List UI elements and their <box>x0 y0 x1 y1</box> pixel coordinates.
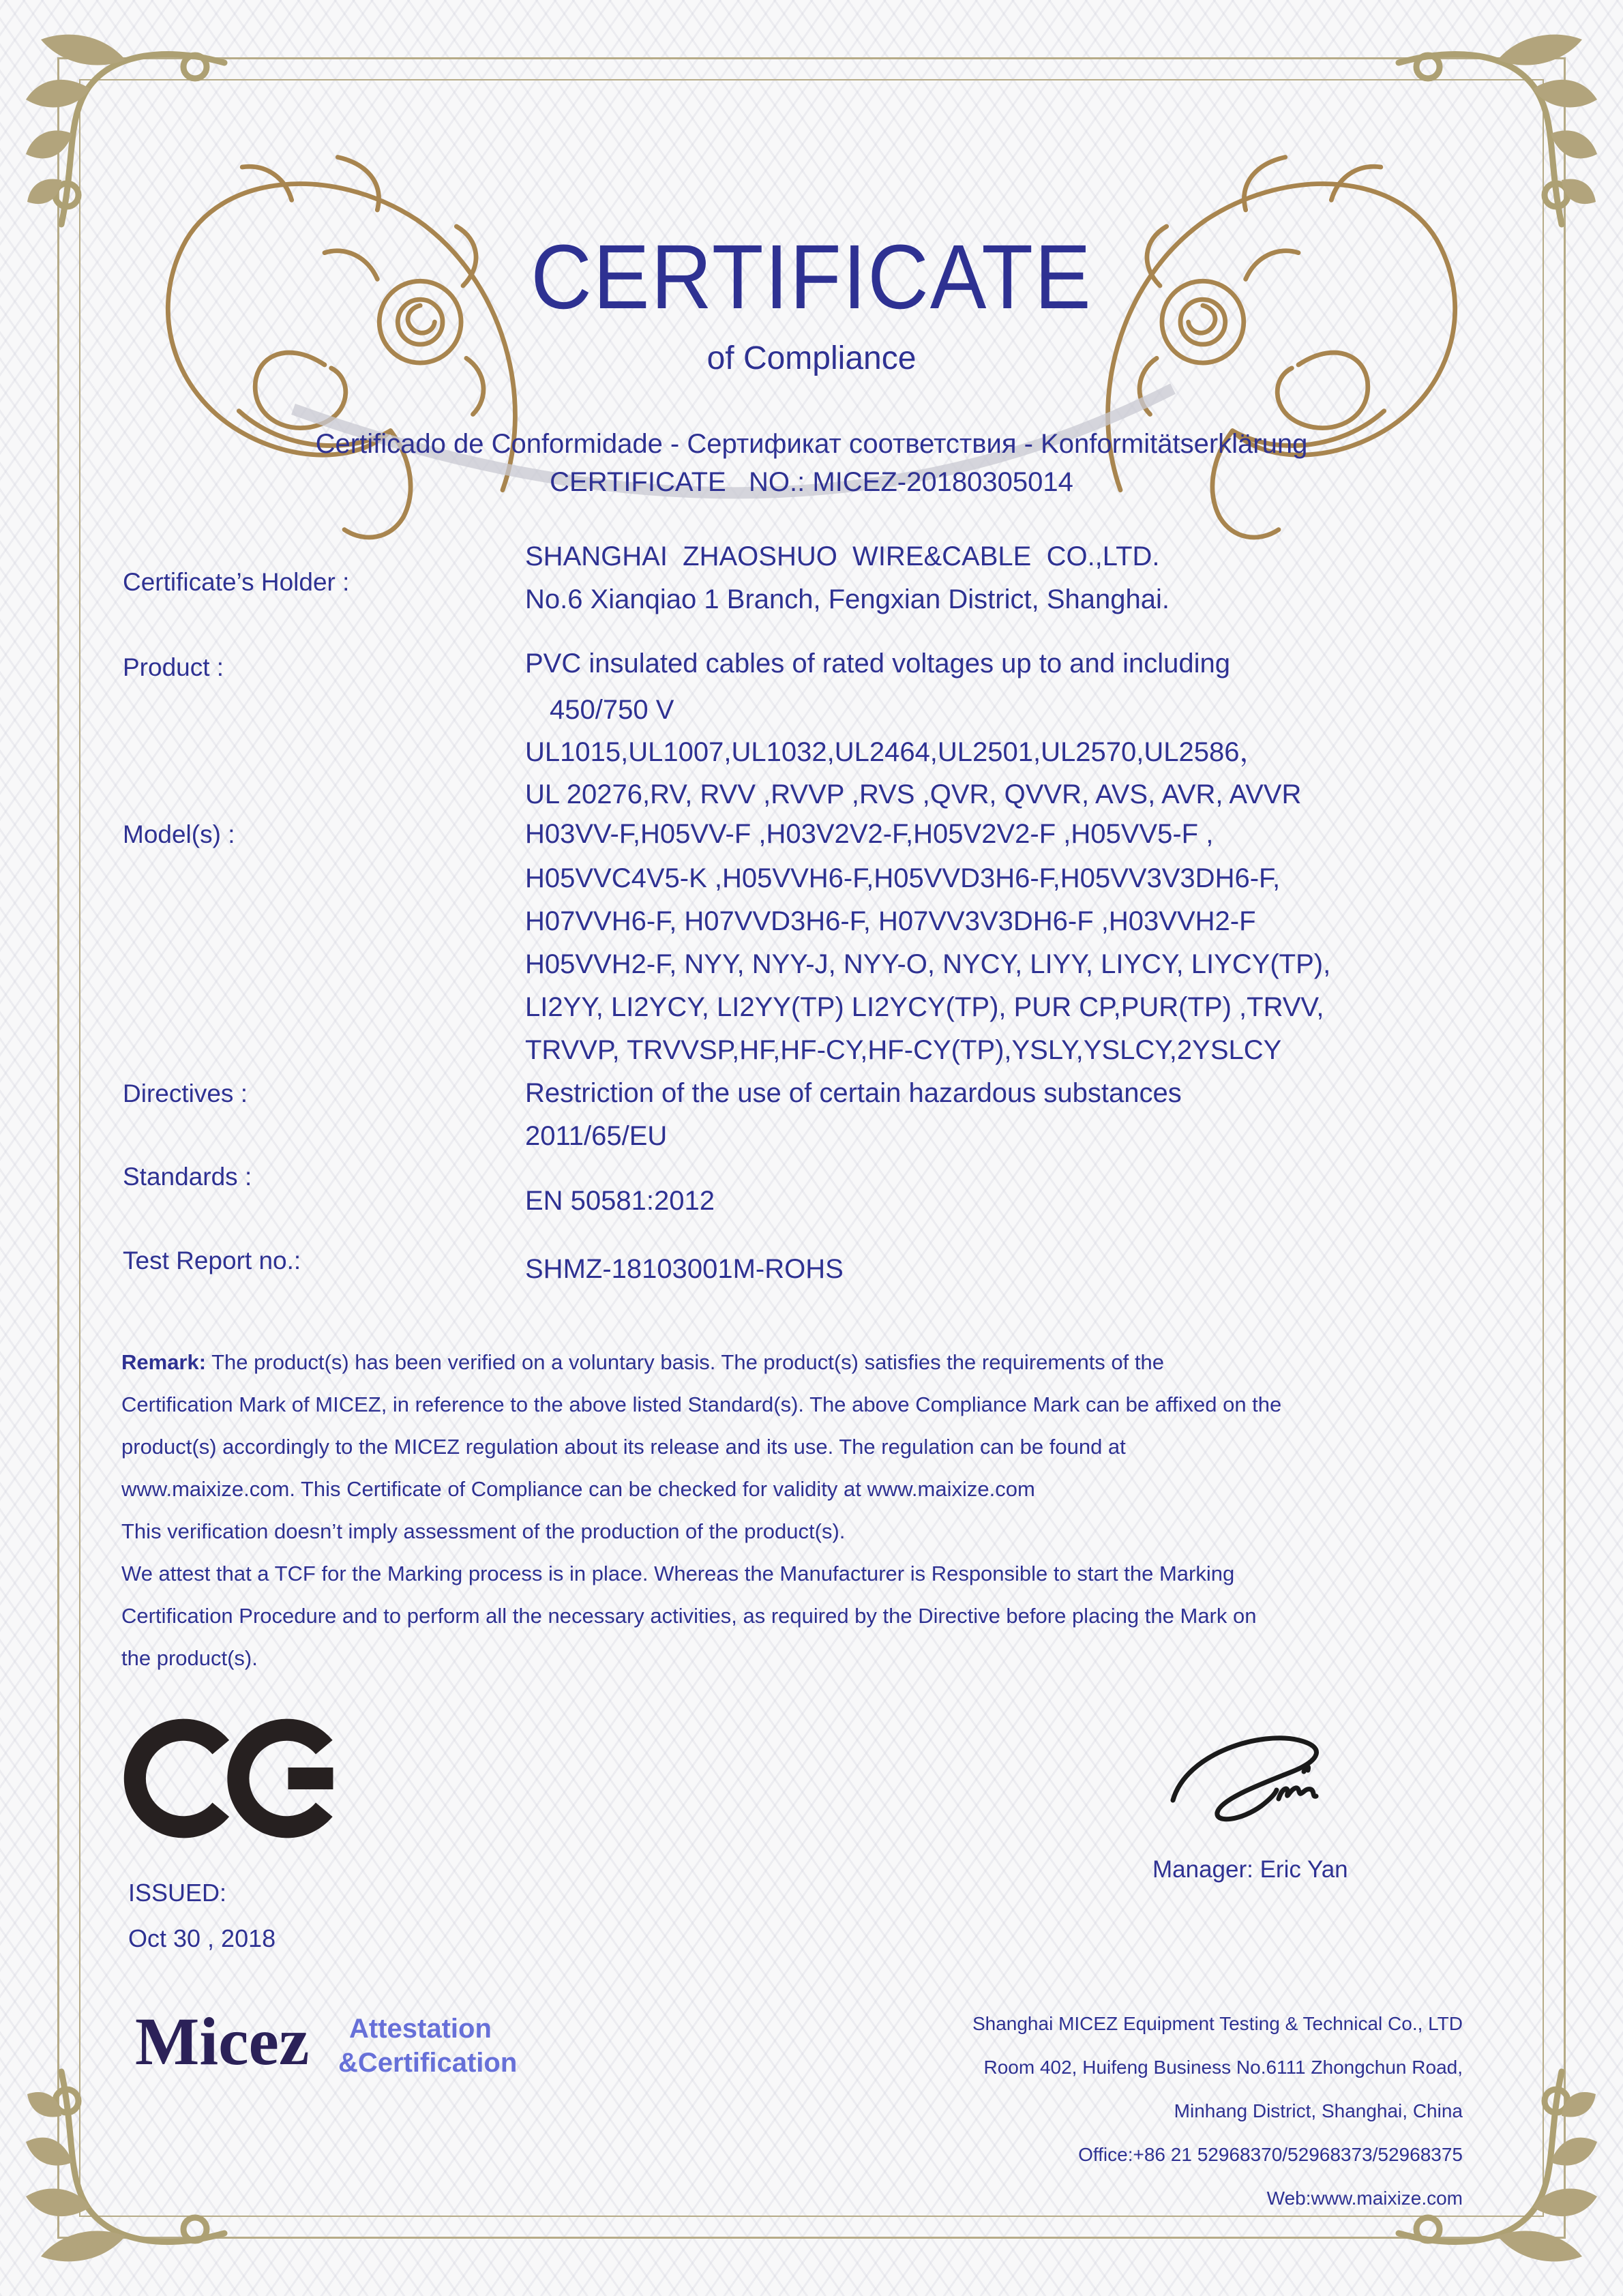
remark-line-6: We attest that a TCF for the Marking process is in place. Whereas the Manufacturer is Responsible to start the Marking <box>121 1562 1235 1585</box>
footer-address-1: Room 402, Huifeng Business No.6111 Zhongchun Road, <box>983 2057 1463 2078</box>
field-directives-label: Directives : <box>123 1079 248 1107</box>
models-value-line-5: LI2YY, LI2YCY, LI2YY(TP) LI2YCY(TP), PUR CP,PUR(TP) ,TRVV, <box>525 992 1324 1022</box>
test-report-value: SHMZ-18103001M-ROHS <box>525 1254 844 1284</box>
models-value-line-1: H03VV-F,H05VV-F ,H03V2V2-F,H05V2V2-F ,H05VV5-F , <box>525 819 1214 849</box>
certificate-title: CERTIFICATE <box>531 226 1092 329</box>
field-test-report-label: Test Report no.: <box>123 1247 301 1274</box>
ornate-frame-inner <box>79 79 1544 2217</box>
remark-line-1 <box>121 1350 1164 1375</box>
field-holder-label: Certificate’s Holder : <box>123 568 350 596</box>
field-models-label: Model(s) : <box>123 820 235 848</box>
models-value-line-3: H07VVH6-F, H07VVD3H6-F, H07VV3V3DH6-F ,H03VVH2-F <box>525 906 1256 936</box>
product-value-line-3: UL1015,UL1007,UL1032,UL2464,UL2501,UL2570,UL2586， <box>525 737 1267 767</box>
remark-line-7: Certification Procedure and to perform all the necessary activities, as required by the Directive before placing the Mark on <box>121 1604 1257 1628</box>
remark-line-1-text: The product(s) has been verified on a voluntary basis. The product(s) satisfies the requirements of the <box>206 1350 1164 1374</box>
issued-date: Oct 30 , 2018 <box>128 1924 276 1952</box>
footer-company: Shanghai MICEZ Equipment Testing & Technical Co., LTD <box>972 2013 1463 2034</box>
remark-line-3: product(s) accordingly to the MICEZ regulation about its release and its use. The regulation can be found at <box>121 1435 1126 1459</box>
manager-name: Manager: Eric Yan <box>1152 1856 1348 1883</box>
footer-address-2: Minhang District, Shanghai, China <box>1174 2100 1463 2121</box>
holder-value-line-1: SHANGHAI ZHAOSHUO WIRE&CABLE CO.,LTD. <box>525 541 1160 571</box>
remark-line-4: www.maixize.com. This Certificate of Compliance can be checked for validity at www.maixize.com <box>121 1477 1035 1501</box>
models-value-line-2: H05VVC4V5-K ,H05VVH6-F,H05VVD3H6-F,H05VV3V3DH6-F, <box>525 863 1281 893</box>
remark-bold-prefix: Remark: <box>121 1350 207 1374</box>
directives-value-line-2: 2011/65/EU <box>525 1121 668 1151</box>
micez-logo: Micez <box>135 2003 310 2079</box>
product-value-line-4: UL 20276,RV, RVV ,RVVP ,RVS ,QVR, QVVR, AVS, AVR, AVVR <box>525 779 1302 809</box>
field-product-label: Product : <box>123 653 224 681</box>
languages-line: Certificado de Conformidade - Сертификат соответствия - Konformitätserklärung <box>315 429 1308 459</box>
footer-office-phone: Office:+86 21 52968370/52968373/52968375 <box>1078 2144 1463 2165</box>
models-value-line-6: TRVVP, TRVVSP,HF,HF-CY,HF-CY(TP),YSLY,YSLCY,2YSLCY <box>525 1035 1282 1065</box>
models-value-line-4: H05VVH2-F, NYY, NYY-J, NYY-O, NYCY, LIYY, LIYCY, LIYCY(TP), <box>525 949 1331 979</box>
directives-value-line-1: Restriction of the use of certain hazardous substances <box>525 1078 1182 1108</box>
remark-line-8: the product(s). <box>121 1646 258 1670</box>
micez-logo-sub-2: &Certification <box>338 2048 518 2078</box>
issued-label: ISSUED: <box>128 1879 227 1907</box>
certificate-subtitle: of Compliance <box>706 340 917 376</box>
certificate-number: CERTIFICATE NO.: MICEZ-20180305014 <box>550 467 1073 497</box>
standards-value: EN 50581:2012 <box>525 1186 715 1216</box>
product-value-line-1: PVC insulated cables of rated voltages up to and including <box>525 648 1231 679</box>
remark-line-5: This verification doesn’t imply assessment of the production of the product(s). <box>121 1519 846 1543</box>
micez-logo-sub-1: Attestation <box>349 2014 492 2044</box>
field-standards-label: Standards : <box>123 1163 252 1191</box>
product-value-line-2: 450/750 V <box>550 695 674 725</box>
holder-value-line-2: No.6 Xianqiao 1 Branch, Fengxian District, Shanghai. <box>525 584 1170 614</box>
remark-line-2: Certification Mark of MICEZ, in reference to the above listed Standard(s). The above Compliance Mark can be affixed on the <box>121 1392 1282 1416</box>
footer-website: Web:www.maixize.com <box>1266 2188 1463 2209</box>
